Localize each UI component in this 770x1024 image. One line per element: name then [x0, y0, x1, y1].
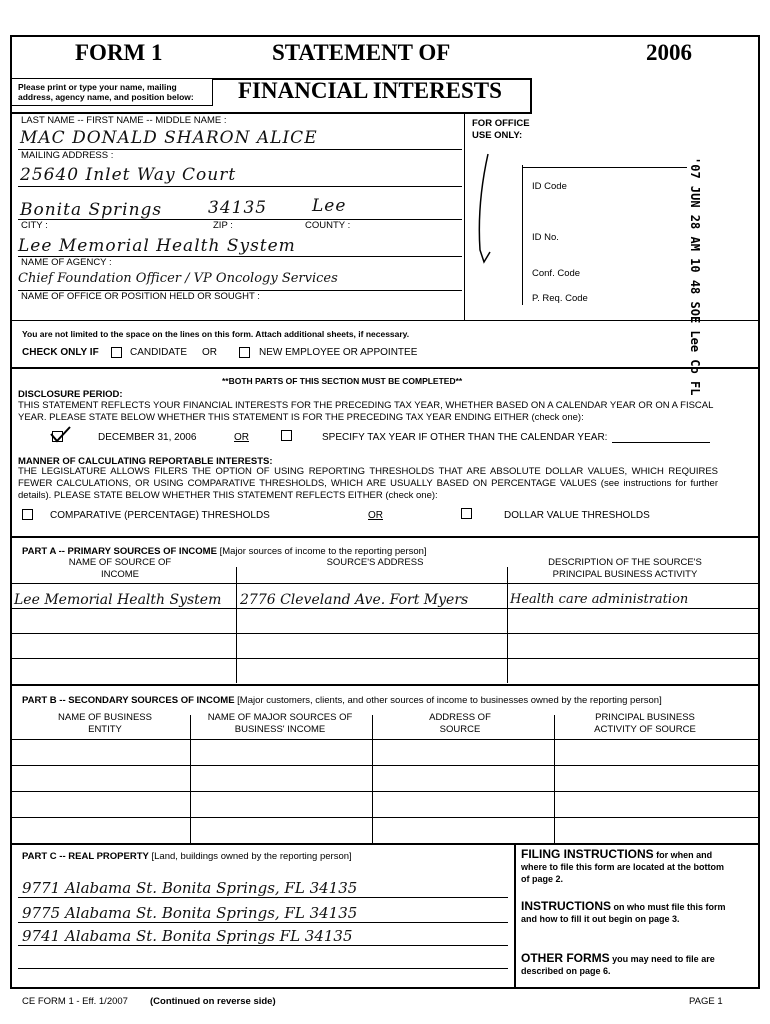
part-b-col-activity: PRINCIPAL BUSINESS ACTIVITY OF SOURCE [594, 712, 696, 735]
part-b-row-line2 [12, 791, 758, 792]
part-a-row1-address[interactable]: 2776 Cleveland Ave. Fort Myers [240, 592, 469, 608]
part-c-line3 [18, 945, 508, 946]
city-value[interactable]: Bonita Springs [20, 200, 163, 220]
part-b-header-line [12, 739, 758, 740]
check-only-label: CHECK ONLY IF [22, 347, 99, 358]
p-req-code-label: P. Req. Code [532, 293, 588, 304]
mailing-line [18, 186, 462, 187]
part-c-divider [514, 843, 516, 989]
part-b-heading: PART B -- SECONDARY SOURCES OF INCOME [22, 695, 235, 706]
conf-code-label: Conf. Code [532, 268, 581, 279]
title-line2: FINANCIAL INTERESTS [238, 78, 502, 103]
disclosure-period-heading: DISCLOSURE PERIOD: [18, 389, 123, 400]
title-bracket-right [530, 78, 532, 112]
filing-instructions [521, 848, 727, 885]
check-or: OR [202, 347, 217, 358]
part-a-header [22, 546, 427, 557]
dec31-check-mark [48, 425, 72, 443]
other-forms-heading: OTHER FORMS [521, 951, 610, 965]
mailing-label: MAILING ADDRESS : [21, 150, 114, 161]
part-c-heading: PART C -- REAL PROPERTY [22, 851, 149, 862]
office-check-mark [440, 150, 540, 270]
manner-heading: MANNER OF CALCULATING REPORTABLE INTERESTS: [18, 456, 273, 467]
part-a-col-tick1 [236, 567, 237, 583]
part-a-top-line [12, 536, 758, 538]
space-notice: You are not limited to the space on the lines on this form. Attach additional sheets, if necessary. [22, 329, 410, 339]
id-no-label: ID No. [532, 232, 559, 243]
header-divider [12, 112, 532, 114]
id-code-label: ID Code [532, 181, 567, 192]
part-a-row1-name[interactable]: Lee Memorial Health System [14, 592, 222, 608]
part-c-row2[interactable]: 9775 Alabama St. Bonita Springs, FL 34135 [22, 904, 358, 922]
part-a-row1-activity[interactable]: Health care administration [510, 592, 689, 607]
part-b-header [22, 695, 662, 706]
county-value[interactable]: Lee [312, 196, 347, 216]
continued-note: (Continued on reverse side) [150, 996, 276, 1007]
part-a-row-line3 [12, 658, 758, 659]
specify-tax-year-line[interactable] [612, 442, 710, 443]
form-year: 2006 [646, 40, 692, 65]
new-employee-label: NEW EMPLOYEE OR APPOINTEE [259, 347, 418, 358]
title-bracket-top [212, 78, 532, 80]
new-employee-checkbox[interactable] [239, 347, 250, 358]
part-c-subheading: [Land, buildings owned by the reporting person] [151, 851, 352, 862]
manner-or: OR [368, 510, 383, 521]
instructions-heading: INSTRUCTIONS [521, 899, 611, 913]
part-b-subheading: [Major customers, clients, and other sources of income to businesses owned by the reporting person] [237, 695, 662, 706]
agency-value[interactable]: Lee Memorial Health System [18, 236, 296, 256]
part-c-row1[interactable]: 9771 Alabama St. Bonita Springs, FL 34135 [22, 879, 358, 897]
part-b-row-line1 [12, 765, 758, 766]
instruction-box [12, 78, 213, 106]
received-stamp: '07 JUN 28 AM 10 48 SOE Lee Co FL [688, 157, 702, 396]
zip-value[interactable]: 34135 [208, 198, 268, 218]
part-a-col-name: NAME OF SOURCE OF INCOME [68, 557, 172, 580]
manner-text: THE LEGISLATURE ALLOWS FILERS THE OPTION OF USING REPORTING THRESHOLDS THAT ARE ABSOLUTE DOLLAR VALUES, WHICH REQUIRES FEWER CALCULATIONS, OR USING COMPARATIVE THRESHOLDS, WHICH ARE USUALLY BASED ON PERCENTAGE VALUES (see instructions for further details). PLEASE STATE BELOW WHETHER THIS STATEMENT REFLECTS EITHER (check one): [18, 466, 718, 501]
part-b-col-divider1 [190, 715, 191, 843]
part-c-top-line [12, 843, 758, 845]
dollar-value-checkbox[interactable] [461, 508, 472, 519]
filing-instructions-heading: FILING INSTRUCTIONS [521, 847, 654, 861]
candidate-label: CANDIDATE [130, 347, 188, 358]
part-a-col-tick2 [507, 567, 508, 583]
part-b-top-line [12, 684, 758, 686]
office-label: NAME OF OFFICE OR POSITION HELD OR SOUGHT : [21, 291, 260, 302]
part-b-col-sources: NAME OF MAJOR SOURCES OF BUSINESS' INCOME [207, 712, 353, 735]
part-c-line2 [18, 922, 508, 923]
part-a-subheading: [Major sources of income to the reporting person] [219, 546, 427, 557]
name-value[interactable]: MAC DONALD SHARON ALICE [20, 128, 318, 148]
agency-label: NAME OF AGENCY : [21, 257, 112, 268]
both-parts-notice: **BOTH PARTS OF THIS SECTION MUST BE COMPLETED** [222, 376, 463, 386]
county-label: COUNTY : [305, 220, 351, 231]
instruction-text: Please print or type your name, mailing address, agency name, and position below: [18, 82, 194, 102]
mailing-value[interactable]: 25640 Inlet Way Court [20, 165, 237, 185]
part-a-row-line1 [12, 608, 758, 609]
part-b-col-divider2 [372, 715, 373, 843]
instructions-text: on who must file this form and how to fill it out begin on page 3. [521, 902, 726, 924]
office-code-divider [522, 165, 523, 305]
disclosure-top-line [12, 367, 758, 369]
part-a-col-address: SOURCE'S ADDRESS [326, 557, 424, 568]
city-label: CITY : [21, 220, 48, 231]
form-label: FORM 1 [75, 40, 163, 65]
other-forms-text: you may need to file are described on page 6. [521, 954, 715, 976]
office-use-heading: FOR OFFICE USE ONLY: [472, 118, 530, 141]
filing-instructions-text: for when and where to file this form are located at the bottom of page 2. [521, 850, 725, 884]
part-a-header-line [12, 583, 758, 584]
other-forms-note [521, 952, 727, 977]
page-number: PAGE 1 [689, 996, 723, 1007]
name-label: LAST NAME -- FIRST NAME -- MIDDLE NAME : [21, 115, 227, 126]
part-a-row-line2 [12, 633, 758, 634]
comparative-label: COMPARATIVE (PERCENTAGE) THRESHOLDS [50, 510, 270, 521]
candidate-checkbox[interactable] [111, 347, 122, 358]
part-b-col-address: ADDRESS OF SOURCE [429, 712, 491, 735]
specify-tax-year-label: SPECIFY TAX YEAR IF OTHER THAN THE CALENDAR YEAR: [322, 432, 608, 443]
specify-tax-year-checkbox[interactable] [281, 430, 292, 441]
form-id: CE FORM 1 - Eff. 1/2007 [22, 996, 128, 1007]
instructions-note [521, 900, 727, 925]
notice-top-line [12, 320, 758, 321]
part-c-header [22, 851, 352, 862]
zip-label: ZIP : [213, 220, 233, 231]
part-c-row3[interactable]: 9741 Alabama St. Bonita Springs FL 34135 [22, 927, 353, 945]
part-b-col-entity: NAME OF BUSINESS ENTITY [58, 712, 152, 735]
city-line [18, 219, 462, 220]
dollar-value-label: DOLLAR VALUE THRESHOLDS [504, 510, 650, 521]
dec31-label: DECEMBER 31, 2006 [98, 432, 197, 443]
part-a-heading: PART A -- PRIMARY SOURCES OF INCOME [22, 546, 217, 557]
office-value[interactable]: Chief Foundation Officer / VP Oncology Services [18, 271, 338, 286]
part-a-col-activity: DESCRIPTION OF THE SOURCE'S PRINCIPAL BUSINESS ACTIVITY [548, 557, 702, 580]
part-c-line1 [18, 897, 508, 898]
comparative-checkbox[interactable] [22, 509, 33, 520]
office-code-top-line [522, 167, 687, 168]
part-b-col-divider3 [554, 715, 555, 843]
part-b-row-line3 [12, 817, 758, 818]
title-line1: STATEMENT OF [272, 40, 451, 65]
period-or: OR [234, 432, 249, 443]
part-c-line4 [18, 968, 508, 969]
disclosure-period-text: THIS STATEMENT REFLECTS YOUR FINANCIAL INTERESTS FOR THE PRECEDING TAX YEAR, WHETHER BASED ON A CALENDAR YEAR OR ON A FISCAL YEAR. PLEASE STATE BELOW WHETHER THIS STATEMENT IS FOR THE PRECEDING TAX YEAR ENDING EITHER (check one): [18, 400, 714, 423]
